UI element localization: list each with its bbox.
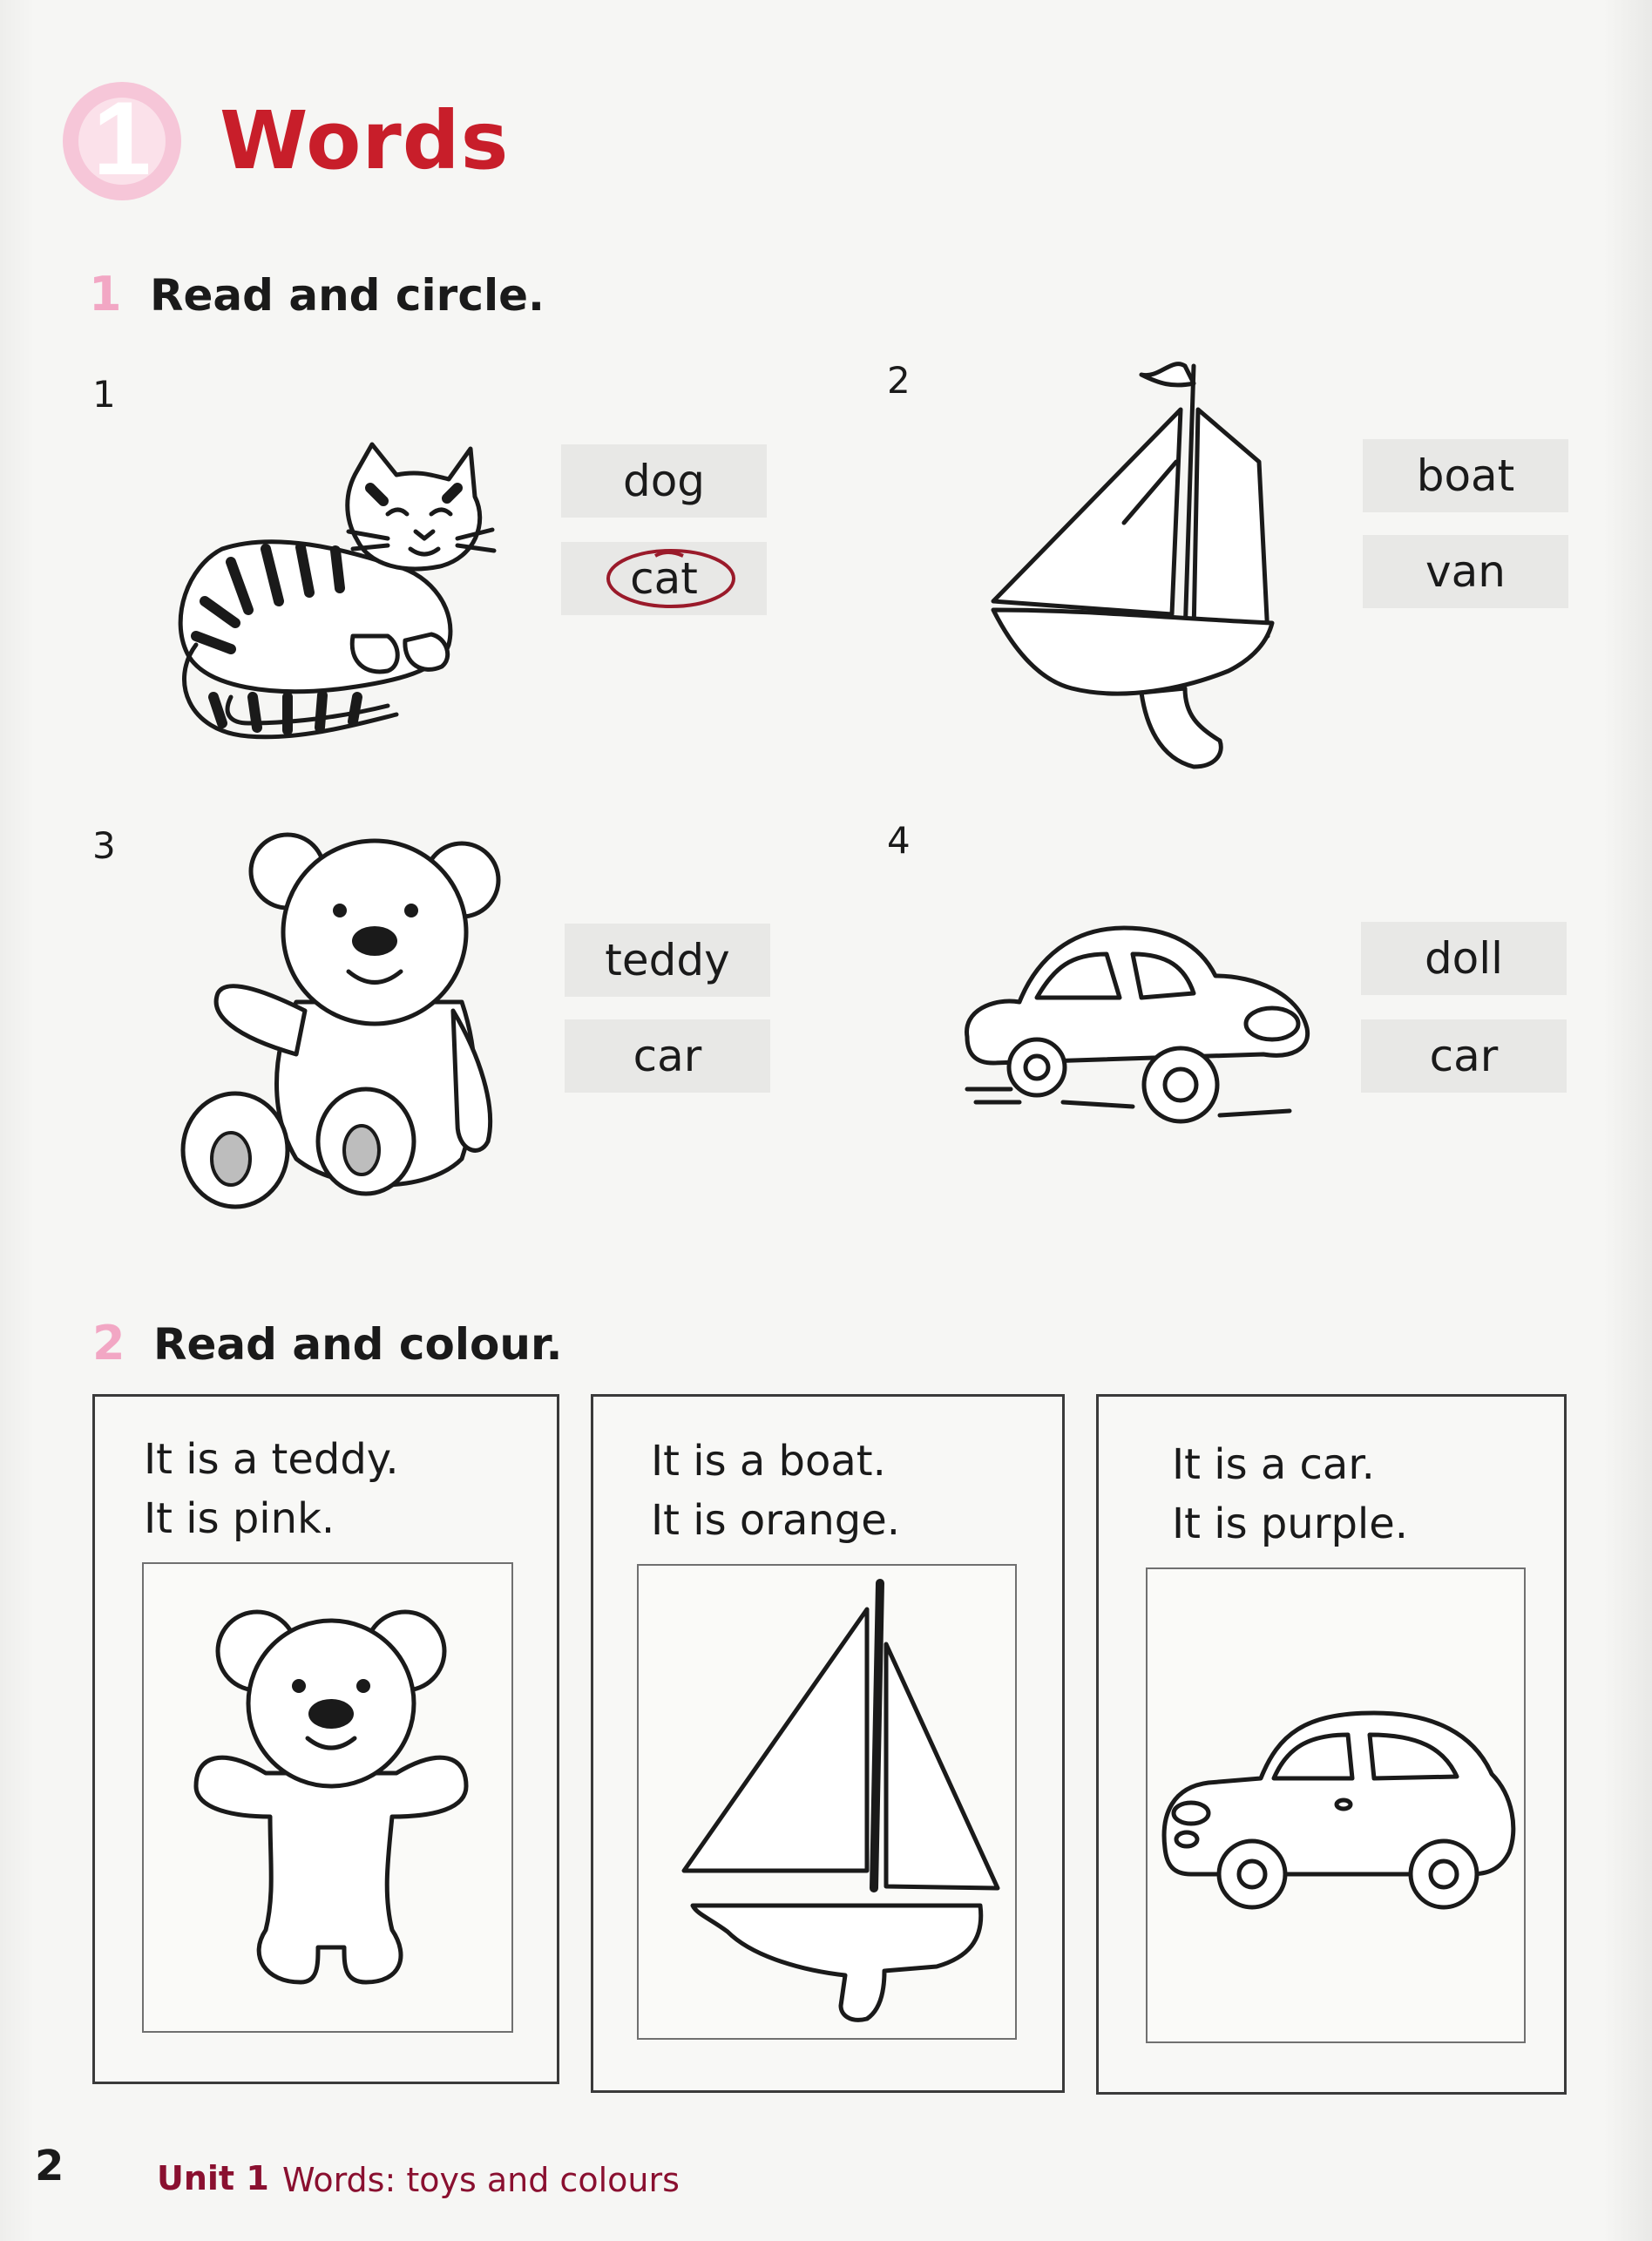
card-line-1: It is a teddy.: [144, 1435, 399, 1484]
car-drawing: [958, 915, 1316, 1133]
item-4-number: 4: [887, 819, 911, 862]
option-teddy[interactable]: [565, 924, 770, 997]
footer-unit-title: Words: toys and colours: [282, 2161, 680, 2199]
colouring-frame[interactable]: [1146, 1567, 1526, 2043]
cat-drawing: [170, 436, 510, 749]
sailboat-drawing: [985, 357, 1281, 767]
card-line-2: It is pink.: [144, 1494, 335, 1543]
item-1-number: 1: [92, 373, 116, 416]
exercise-1-number: 1: [89, 267, 122, 322]
unit-number: 1: [92, 80, 152, 197]
footer-unit-label: Unit 1: [157, 2159, 269, 2197]
option-van[interactable]: [1363, 535, 1568, 608]
car-outline: [1156, 1700, 1522, 1926]
option-dog-label: dog: [622, 456, 706, 506]
card-line-2: It is orange.: [651, 1496, 901, 1545]
item-2-number: 2: [887, 359, 911, 402]
item-3-number: 3: [92, 824, 116, 867]
option-cat-label: cat: [630, 553, 698, 604]
option-car-item-4[interactable]: [1361, 1019, 1567, 1093]
option-teddy-label: teddy: [605, 935, 730, 985]
option-doll[interactable]: [1361, 922, 1567, 995]
colouring-frame[interactable]: [142, 1562, 513, 2033]
unit-number-badge: [61, 80, 183, 202]
option-van-label: van: [1425, 546, 1506, 597]
unit-title: Words: [220, 94, 510, 187]
colour-card-teddy: [92, 1394, 559, 2084]
exercise-1-heading: [89, 267, 545, 322]
sailboat-outline: [658, 1574, 1006, 2028]
teddy-bear-drawing: [166, 828, 523, 1211]
page-number: 2: [35, 2142, 64, 2190]
exercise-2-number: 2: [92, 1316, 125, 1371]
card-line-1: It is a car.: [1172, 1440, 1375, 1489]
exercise-1-instruction: Read and circle.: [150, 270, 545, 321]
option-boat[interactable]: [1363, 439, 1568, 512]
teddy-outline: [187, 1599, 475, 2000]
card-line-2: It is purple.: [1172, 1500, 1409, 1548]
option-car-item-3[interactable]: [565, 1019, 770, 1093]
colouring-frame[interactable]: [637, 1564, 1017, 2040]
circle-mark: [603, 544, 739, 613]
option-dog[interactable]: [561, 444, 767, 518]
option-car-label: car: [633, 1031, 702, 1081]
colour-card-car: [1096, 1394, 1567, 2095]
option-car-label: car: [1429, 1031, 1499, 1081]
card-line-1: It is a boat.: [651, 1437, 886, 1486]
exercise-2-instruction: Read and colour.: [153, 1319, 563, 1370]
exercise-2-heading: [92, 1316, 562, 1371]
option-boat-label: boat: [1416, 450, 1515, 501]
colour-card-boat: [591, 1394, 1065, 2093]
option-doll-label: doll: [1424, 933, 1504, 984]
